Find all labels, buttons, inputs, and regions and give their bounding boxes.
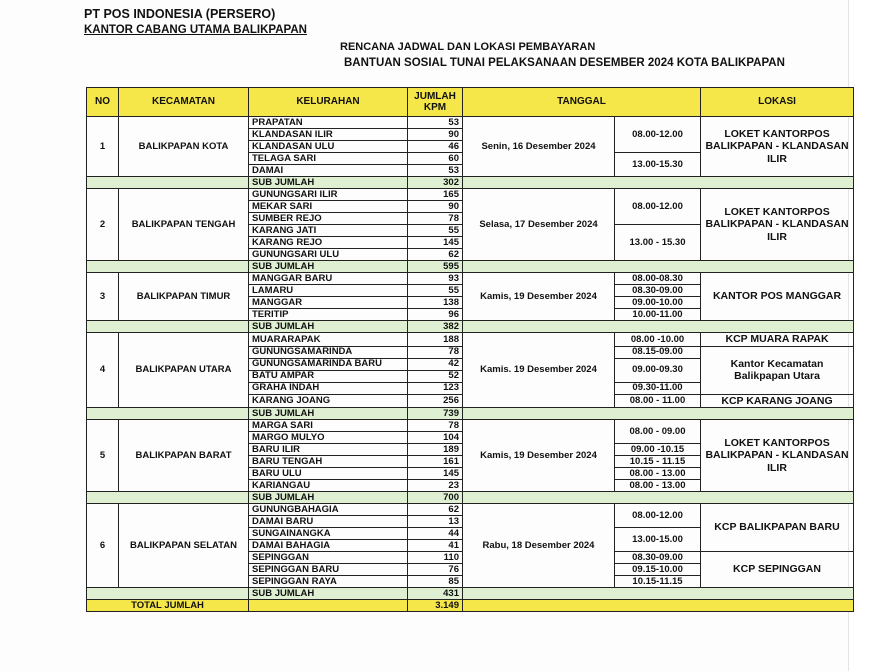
kelurahan-name: GUNUNGSAMARINDA — [249, 346, 408, 358]
col-header-no: NO — [87, 88, 119, 117]
kelurahan-name: LAMARU — [249, 285, 408, 297]
subtotal-value: 700 — [408, 492, 463, 504]
kelurahan-name: TELAGA SARI — [249, 153, 408, 165]
subtotal-spacer — [87, 177, 249, 189]
kelurahan-name: PRAPATAN — [249, 117, 408, 129]
payment-time: 08.00-08.30 — [615, 273, 701, 285]
subtotal-spacer — [87, 408, 249, 420]
kpm-count: 55 — [408, 285, 463, 297]
total-value: 3.149 — [408, 600, 463, 612]
subtotal-spacer — [87, 261, 249, 273]
payment-time: 10.15-11.15 — [615, 576, 701, 588]
kpm-count: 78 — [408, 213, 463, 225]
kpm-count: 78 — [408, 420, 463, 432]
subtotal-label: SUB JUMLAH — [249, 261, 408, 273]
kelurahan-name: SEPINGGAN — [249, 552, 408, 564]
kpm-count: 62 — [408, 249, 463, 261]
payment-time: 09.15-10.00 — [615, 564, 701, 576]
kelurahan-name: TERITIP — [249, 309, 408, 321]
kelurahan-name: MANGGAR BARU — [249, 273, 408, 285]
payment-time: 08.00-12.00 — [615, 504, 701, 528]
payment-time: 08.00-12.00 — [615, 189, 701, 225]
kpm-count: 110 — [408, 552, 463, 564]
kpm-count: 90 — [408, 201, 463, 213]
table-header-row — [87, 88, 854, 117]
org-name: PT POS INDONESIA (PERSERO) — [84, 7, 276, 21]
kecamatan-name: BALIKPAPAN TENGAH — [119, 189, 249, 261]
payment-date: Kamis. 19 Desember 2024 — [463, 333, 615, 408]
kpm-count: 44 — [408, 528, 463, 540]
kelurahan-name: SEPINGGAN BARU — [249, 564, 408, 576]
kelurahan-name: SUMBER REJO — [249, 213, 408, 225]
kpm-count: 76 — [408, 564, 463, 576]
payment-time: 13.00-15.00 — [615, 528, 701, 552]
subtotal-value: 431 — [408, 588, 463, 600]
row-number: 2 — [87, 189, 119, 261]
payment-location: LOKET KANTORPOS BALIKPAPAN - KLANDASAN ILIR — [701, 420, 854, 492]
subtotal-label: SUB JUMLAH — [249, 177, 408, 189]
kelurahan-name: BARU ULU — [249, 468, 408, 480]
payment-time: 08.30-09.00 — [615, 552, 701, 564]
kelurahan-name: MUARARAPAK — [249, 333, 408, 347]
payment-date: Kamis, 19 Desember 2024 — [463, 273, 615, 321]
kecamatan-name: BALIKPAPAN TIMUR — [119, 273, 249, 321]
kecamatan-name: BALIKPAPAN SELATAN — [119, 504, 249, 588]
kpm-count: 46 — [408, 141, 463, 153]
payment-date: Senin, 16 Desember 2024 — [463, 117, 615, 177]
kelurahan-name: GUNUNGBAHAGIA — [249, 504, 408, 516]
kelurahan-name: KARIANGAU — [249, 480, 408, 492]
row-number: 1 — [87, 117, 119, 177]
title-line-1: RENCANA JADWAL DAN LOKASI PEMBAYARAN — [340, 41, 596, 53]
kelurahan-name: MARGA SARI — [249, 420, 408, 432]
payment-time: 10.00-11.00 — [615, 309, 701, 321]
kpm-count: 13 — [408, 516, 463, 528]
subtotal-value: 302 — [408, 177, 463, 189]
kpm-count: 145 — [408, 237, 463, 249]
subtotal-row — [87, 321, 854, 333]
kelurahan-name: SEPINGGAN RAYA — [249, 576, 408, 588]
row-number: 4 — [87, 333, 119, 408]
kelurahan-name: KARANG JOANG — [249, 394, 408, 408]
subtotal-row — [87, 177, 854, 189]
total-spacer — [249, 600, 408, 612]
kelurahan-name: GUNUNGSAMARINDA BARU — [249, 358, 408, 370]
col-header-kecamatan: KECAMATAN — [119, 88, 249, 117]
kpm-count: 161 — [408, 456, 463, 468]
payment-date: Rabu, 18 Desember 2024 — [463, 504, 615, 588]
subtotal-value: 595 — [408, 261, 463, 273]
kelurahan-name: DAMAI — [249, 165, 408, 177]
kpm-count: 78 — [408, 346, 463, 358]
payment-location: LOKET KANTORPOS BALIKPAPAN - KLANDASAN ILIR — [701, 117, 854, 177]
kpm-count: 138 — [408, 297, 463, 309]
payment-time: 08.00 - 11.00 — [615, 394, 701, 408]
kelurahan-name: KARANG JATI — [249, 225, 408, 237]
col-header-jumlah-kpm: JUMLAH KPM — [408, 88, 463, 117]
payment-location: KCP SEPINGGAN — [701, 552, 854, 588]
payment-location: KCP MUARA RAPAK — [701, 333, 854, 347]
payment-time: 08.00 - 09.00 — [615, 420, 701, 444]
subtotal-spacer — [463, 321, 854, 333]
subtotal-label: SUB JUMLAH — [249, 408, 408, 420]
table-row — [87, 189, 854, 201]
payment-time: 09.30-11.00 — [615, 382, 701, 394]
title-line-2: BANTUAN SOSIAL TUNAI PELAKSANAAN DESEMBER 2024 KOTA BALIKPAPAN — [344, 57, 785, 69]
kpm-count: 23 — [408, 480, 463, 492]
table-row — [87, 420, 854, 432]
page-right-margin — [848, 0, 895, 671]
kelurahan-name: GUNUNGSARI ULU — [249, 249, 408, 261]
kelurahan-name: KLANDASAN ULU — [249, 141, 408, 153]
kelurahan-name: MEKAR SARI — [249, 201, 408, 213]
kelurahan-name: GRAHA INDAH — [249, 382, 408, 394]
payment-time: 13.00 - 15.30 — [615, 225, 701, 261]
total-label: TOTAL JUMLAH — [87, 600, 249, 612]
kelurahan-name: KLANDASAN ILIR — [249, 129, 408, 141]
kpm-count: 90 — [408, 129, 463, 141]
payment-time: 08.00-12.00 — [615, 117, 701, 153]
payment-time: 10.15 - 11.15 — [615, 456, 701, 468]
kpm-count: 104 — [408, 432, 463, 444]
subtotal-label: SUB JUMLAH — [249, 321, 408, 333]
kelurahan-name: SUNGAINANGKA — [249, 528, 408, 540]
payment-date: Kamis, 19 Desember 2024 — [463, 420, 615, 492]
subtotal-spacer — [463, 408, 854, 420]
row-number: 6 — [87, 504, 119, 588]
kpm-count: 60 — [408, 153, 463, 165]
subtotal-spacer — [87, 492, 249, 504]
subtotal-value: 382 — [408, 321, 463, 333]
kelurahan-name: DAMAI BARU — [249, 516, 408, 528]
payment-location: LOKET KANTORPOS BALIKPAPAN - KLANDASAN ILIR — [701, 189, 854, 261]
kpm-count: 41 — [408, 540, 463, 552]
branch-name: KANTOR CABANG UTAMA BALIKPAPAN — [84, 24, 307, 36]
kelurahan-name: BATU AMPAR — [249, 370, 408, 382]
total-spacer — [463, 600, 854, 612]
subtotal-spacer — [87, 588, 249, 600]
payment-time: 13.00-15.30 — [615, 153, 701, 177]
kpm-count: 93 — [408, 273, 463, 285]
total-row — [87, 600, 854, 612]
subtotal-label: SUB JUMLAH — [249, 492, 408, 504]
payment-location: KANTOR POS MANGGAR — [701, 273, 854, 321]
subtotal-row — [87, 408, 854, 420]
kecamatan-name: BALIKPAPAN KOTA — [119, 117, 249, 177]
kpm-count: 85 — [408, 576, 463, 588]
kpm-count: 55 — [408, 225, 463, 237]
kpm-count: 42 — [408, 358, 463, 370]
payment-time: 09.00-10.00 — [615, 297, 701, 309]
schedule-table — [86, 87, 854, 612]
kpm-count: 189 — [408, 444, 463, 456]
subtotal-spacer — [463, 177, 854, 189]
table-row — [87, 117, 854, 129]
payment-location: KCP BALIKPAPAN BARU — [701, 504, 854, 552]
kelurahan-name: MANGGAR — [249, 297, 408, 309]
kpm-count: 96 — [408, 309, 463, 321]
subtotal-label: SUB JUMLAH — [249, 588, 408, 600]
subtotal-spacer — [463, 588, 854, 600]
kpm-count: 145 — [408, 468, 463, 480]
kpm-count: 165 — [408, 189, 463, 201]
col-header-tanggal: TANGGAL — [463, 88, 701, 117]
kpm-count: 188 — [408, 333, 463, 347]
kpm-count: 123 — [408, 382, 463, 394]
kelurahan-name: KARANG REJO — [249, 237, 408, 249]
payment-time: 08.30-09.00 — [615, 285, 701, 297]
kelurahan-name: GUNUNGSARI ILIR — [249, 189, 408, 201]
subtotal-row — [87, 261, 854, 273]
kelurahan-name: BARU ILIR — [249, 444, 408, 456]
payment-time: 08.00 - 13.00 — [615, 480, 701, 492]
col-header-lokasi: LOKASI — [701, 88, 854, 117]
col-header-kelurahan: KELURAHAN — [249, 88, 408, 117]
kelurahan-name: DAMAI BAHAGIA — [249, 540, 408, 552]
subtotal-spacer — [463, 261, 854, 273]
table-row — [87, 273, 854, 285]
payment-location: KCP KARANG JOANG — [701, 394, 854, 408]
row-number: 3 — [87, 273, 119, 321]
kecamatan-name: BALIKPAPAN UTARA — [119, 333, 249, 408]
subtotal-row — [87, 492, 854, 504]
payment-time: 08.00 - 13.00 — [615, 468, 701, 480]
row-number: 5 — [87, 420, 119, 492]
kelurahan-name: MARGO MULYO — [249, 432, 408, 444]
payment-time: 09.00 -10.15 — [615, 444, 701, 456]
kpm-count: 53 — [408, 165, 463, 177]
subtotal-row — [87, 588, 854, 600]
payment-location: Kantor Kecamatan Balikpapan Utara — [701, 346, 854, 394]
payment-time: 09.00-09.30 — [615, 358, 701, 382]
kelurahan-name: BARU TENGAH — [249, 456, 408, 468]
kpm-count: 62 — [408, 504, 463, 516]
table-row — [87, 504, 854, 516]
kpm-count: 256 — [408, 394, 463, 408]
subtotal-value: 739 — [408, 408, 463, 420]
subtotal-spacer — [87, 321, 249, 333]
payment-time: 08.15-09.00 — [615, 346, 701, 358]
kecamatan-name: BALIKPAPAN BARAT — [119, 420, 249, 492]
payment-date: Selasa, 17 Desember 2024 — [463, 189, 615, 261]
kpm-count: 52 — [408, 370, 463, 382]
table-row — [87, 333, 854, 347]
kpm-count: 53 — [408, 117, 463, 129]
subtotal-spacer — [463, 492, 854, 504]
payment-time: 08.00 -10.00 — [615, 333, 701, 347]
